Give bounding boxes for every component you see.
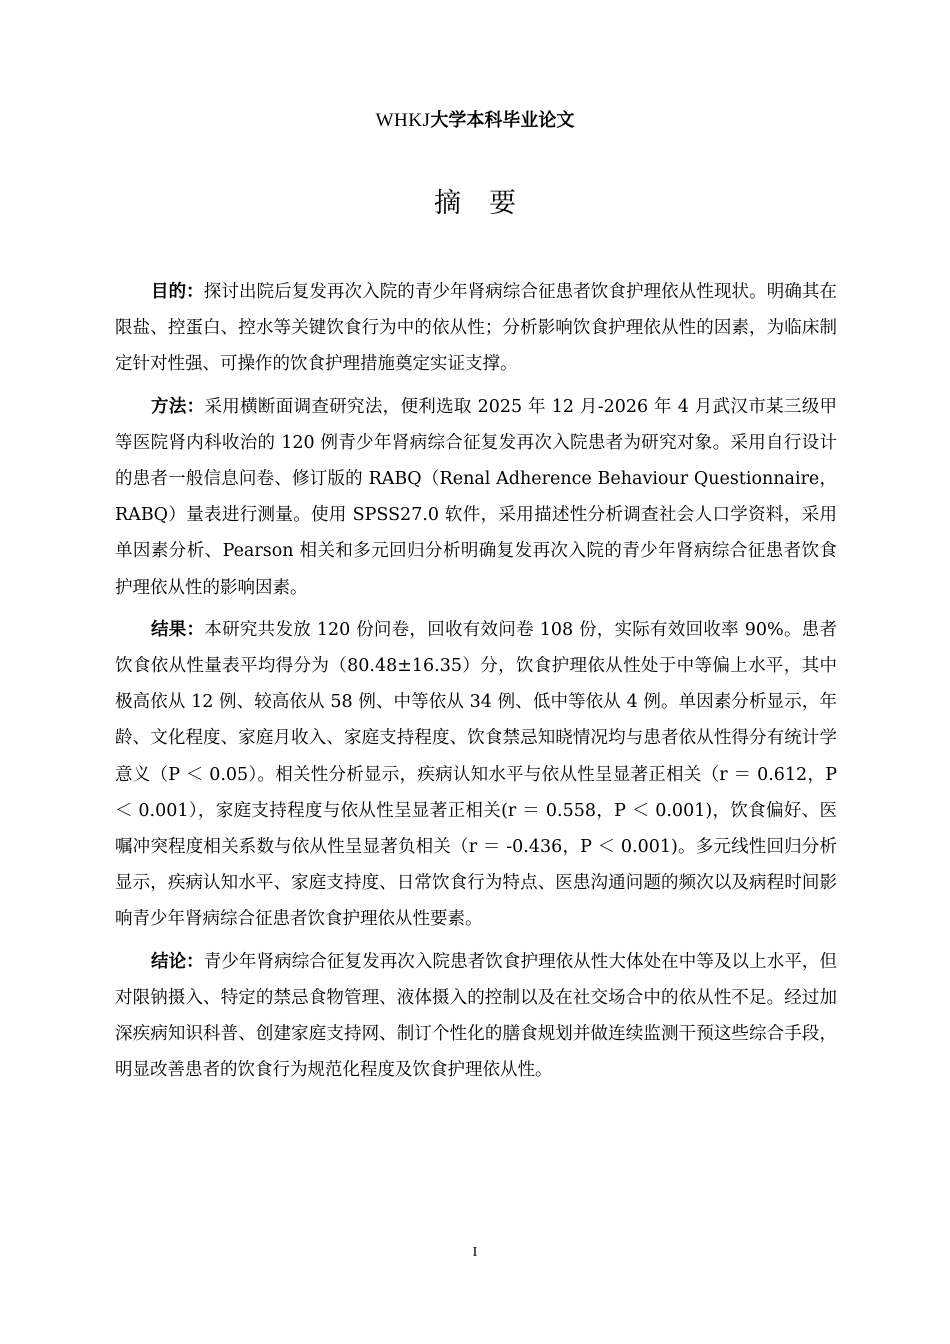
abstract-paragraph-purpose bbox=[115, 274, 837, 383]
paragraph-text: 采用横断面调查研究法，便利选取 2025 年 12 月-2026 年 4 月武汉市某三级甲等医院肾内科收治的 120 例青少年肾病综合征复发再次入院患者为研究对象。采用自行设计的患者一般信息问卷、修订版的 RABQ（Renal Adherence Behaviour Questionnaire，RABQ）量表进行测量。使用 SPSS27.0 软件，采用描述性分析调查社会人口学资料，采用单因素分析、Pearson 相关和多元回归分析明确复发再次入院的青少年肾病综合征患者饮食护理依从性的影响因素。 bbox=[115, 396, 838, 598]
paragraph-label: 结果： bbox=[151, 619, 205, 640]
abstract-paragraph-results bbox=[115, 612, 837, 938]
paragraph-text: 探讨出院后复发再次入院的青少年肾病综合征患者饮食护理依从性现状。明确其在限盐、控蛋白、控水等关键饮食行为中的依从性；分析影响饮食护理依从性的因素，为临床制定针对性强、可操作的饮食护理措施奠定实证支撑。 bbox=[115, 282, 838, 375]
abstract-paragraph-methods bbox=[115, 389, 837, 606]
abstract-body bbox=[115, 274, 837, 1094]
paragraph-label: 目的： bbox=[151, 282, 204, 302]
paragraph-text: 青少年肾病综合征复发再次入院患者饮食护理依从性大体处在中等及以上水平，但对限钠摄入、特定的禁忌食物管理、液体摄入的控制以及在社交场合中的依从性不足。经过加深疾病知识科普、创建家庭支持网、制订个性化的膳食规划并做连续监测干预这些综合手段，明显改善患者的饮食行为规范化程度及饮食护理依从性。 bbox=[115, 951, 838, 1081]
page-title: 摘要 bbox=[434, 188, 544, 219]
running-header bbox=[0, 108, 950, 133]
header-thesis-type: 大学本科毕业论文 bbox=[430, 110, 575, 131]
header-university-code: WHKJ bbox=[375, 110, 431, 131]
paragraph-label: 方法： bbox=[151, 396, 205, 417]
paragraph-label: 结论： bbox=[151, 951, 204, 972]
paragraph-text: 本研究共发放 120 份问卷，回收有效问卷 108 份，实际有效回收率 90%。患者饮食依从性量表平均得分为（80.48±16.35）分，饮食护理依从性处于中等偏上水平，其中极高依从 12 例、较高依从 58 例、中等依从 34 例、低中等依从 4 例。单因素分析显示，年龄、文化程度、家庭月收入、家庭支持程度、饮食禁忌知晓情况均与患者依从性得分有统计学意义（P ＜ 0.05）。相关性分析显示，疾病认知水平与依从性呈显著正相关（r ＝ 0.612，P ＜ 0.001），家庭支持程度与依从性呈显著正相关(r ＝ 0.558，P ＜ 0.001)，饮食偏好、医嘱冲突程度相关系数与依从性呈显著负相关（r ＝ -0.436，P ＜ 0.001)。多元线性回归分析显示，疾病认知水平、家庭支持度、日常饮食行为特点、医患沟通问题的频次以及病程时间影响青少年肾病综合征患者饮食护理依从性要素。 bbox=[115, 619, 838, 930]
abstract-paragraph-conclusion bbox=[115, 944, 837, 1089]
page-number: I bbox=[472, 1245, 478, 1260]
